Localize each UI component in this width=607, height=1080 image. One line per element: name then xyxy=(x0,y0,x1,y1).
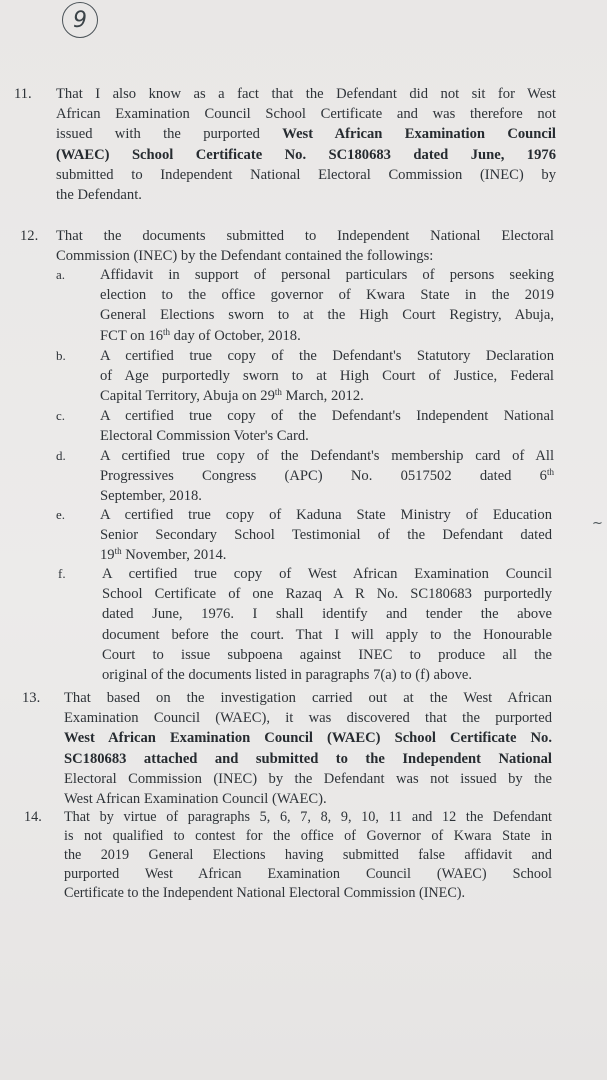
item-text xyxy=(100,505,552,566)
item-label: e. xyxy=(56,507,66,522)
text-line: A certified true copy of West African Examination Council xyxy=(102,566,552,582)
text-line: Electoral Commission (INEC) by the Defendant was not issued by the xyxy=(64,770,552,787)
text-line: Electoral Commission Voter's Card. xyxy=(100,428,309,445)
text-line: original of the documents listed in paragraphs 7(a) to (f) above. xyxy=(102,667,472,684)
text-fragment: March, 2012. xyxy=(281,388,364,405)
text-line: That I also know as a fact that the Defendant did not sit for West xyxy=(56,86,556,102)
text-line: of Age purportedly sworn to at High Court of Justice, Federal xyxy=(100,368,554,385)
text-fragment: 19 xyxy=(100,547,115,564)
text-line xyxy=(56,145,556,165)
text-line: the Defendant. xyxy=(56,187,142,204)
text-fragment: issued with the purported xyxy=(56,126,260,143)
text-fragment: Progressives Congress (APC) No. 0517502 dated 6 xyxy=(100,468,547,485)
text-line: School Certificate of one Razaq A R No. SC180683 purportedly xyxy=(102,586,552,603)
text-line: General Elections sworn to at the High Court Registry, Abuja, xyxy=(100,307,554,324)
text-line: dated June, 1976. I shall identify and tender the above xyxy=(102,606,552,623)
text-fragment: Capital Territory, Abuja on 29 xyxy=(100,388,275,405)
item-label: f. xyxy=(58,566,66,581)
text-line: That based on the investigation carried out at the West African xyxy=(64,690,552,706)
text-line: West African Examination Council (WAEC). xyxy=(64,791,327,808)
item-label: c. xyxy=(56,408,66,423)
bold-text: West African Examination Council (WAEC) School Certificate No. xyxy=(64,730,552,747)
paragraph-text xyxy=(56,84,556,205)
text-line: the 2019 General Elections having submitted false affidavit and xyxy=(64,847,552,863)
text-line: document before the court. That I will apply to the Honourable xyxy=(102,626,552,643)
text-line: September, 2018. xyxy=(100,488,202,505)
paragraph-text xyxy=(64,808,552,903)
text-line xyxy=(100,326,554,346)
text-fragment: FCT on 16 xyxy=(100,327,163,344)
text-line: A certified true copy of the Defendant's Independent National xyxy=(100,408,554,424)
text-line xyxy=(100,386,554,406)
page-number: 9 xyxy=(62,2,98,38)
item-text xyxy=(100,346,554,407)
text-line: purported West African Examination Council (WAEC) School xyxy=(64,866,552,882)
text-line: Commission (INEC) by the Defendant contained the followings: xyxy=(56,248,434,265)
text-line: Court to issue subpoena against INEC to produce all the xyxy=(102,646,552,663)
text-fragment: day of October, 2018. xyxy=(170,327,301,344)
text-line xyxy=(100,466,554,486)
margin-mark: ~ xyxy=(592,516,603,531)
text-fragment: November, 2014. xyxy=(121,547,227,564)
paragraph-number: 13. xyxy=(22,690,41,706)
superscript: th xyxy=(163,326,171,337)
item-text xyxy=(100,406,554,446)
superscript: th xyxy=(546,467,554,478)
text-line: election to the office governor of Kwara State in the 2019 xyxy=(100,287,554,304)
superscript: th xyxy=(114,546,122,557)
text-line: That the documents submitted to Independent National Electoral xyxy=(56,228,554,244)
paragraph-number: 14. xyxy=(24,809,42,825)
text-line: Senior Secondary School Testimonial of the Defendant dated xyxy=(100,527,552,544)
text-line: A certified true copy of the Defendant's Statutory Declaration xyxy=(100,348,554,364)
text-line: A certified true copy of the Defendant's membership card of All xyxy=(100,448,554,464)
paragraph-number: 11. xyxy=(14,86,32,102)
text-line xyxy=(56,124,556,144)
text-line xyxy=(64,728,552,748)
bold-text: (WAEC) School Certificate No. SC180683 dated June, 1976 xyxy=(56,146,556,163)
paragraph-number: 12. xyxy=(20,228,39,244)
text-line: A certified true copy of Kaduna State Ministry of Education xyxy=(100,507,552,523)
text-line: That by virtue of paragraphs 5, 6, 7, 8, 9, 10, 11 and 12 the Defendant xyxy=(64,809,552,825)
text-line: is not qualified to contest for the office of Governor of Kwara State in xyxy=(64,828,552,844)
paragraph-text xyxy=(64,688,552,809)
item-label: a. xyxy=(56,267,66,282)
text-line: Affidavit in support of personal particulars of persons seeking xyxy=(100,267,554,283)
text-line: Certificate to the Independent National Electoral Commission (INEC). xyxy=(64,885,466,901)
text-line: African Examination Council School Certificate and was therefore not xyxy=(56,106,556,123)
text-line xyxy=(64,749,552,769)
bold-text: SC180683 attached and submitted to the Independent National xyxy=(64,750,552,767)
bold-text: West African Examination Council xyxy=(282,126,556,143)
item-text xyxy=(102,564,552,685)
item-label: d. xyxy=(56,448,66,463)
text-line: submitted to Independent National Electoral Commission (INEC) by xyxy=(56,166,556,183)
item-label: b. xyxy=(56,348,66,363)
item-text xyxy=(100,446,554,507)
text-line: Examination Council (WAEC), it was discovered that the purported xyxy=(64,710,552,727)
item-text xyxy=(100,265,554,346)
superscript: th xyxy=(274,387,282,398)
text-line xyxy=(100,545,552,565)
paragraph-text xyxy=(56,226,554,266)
